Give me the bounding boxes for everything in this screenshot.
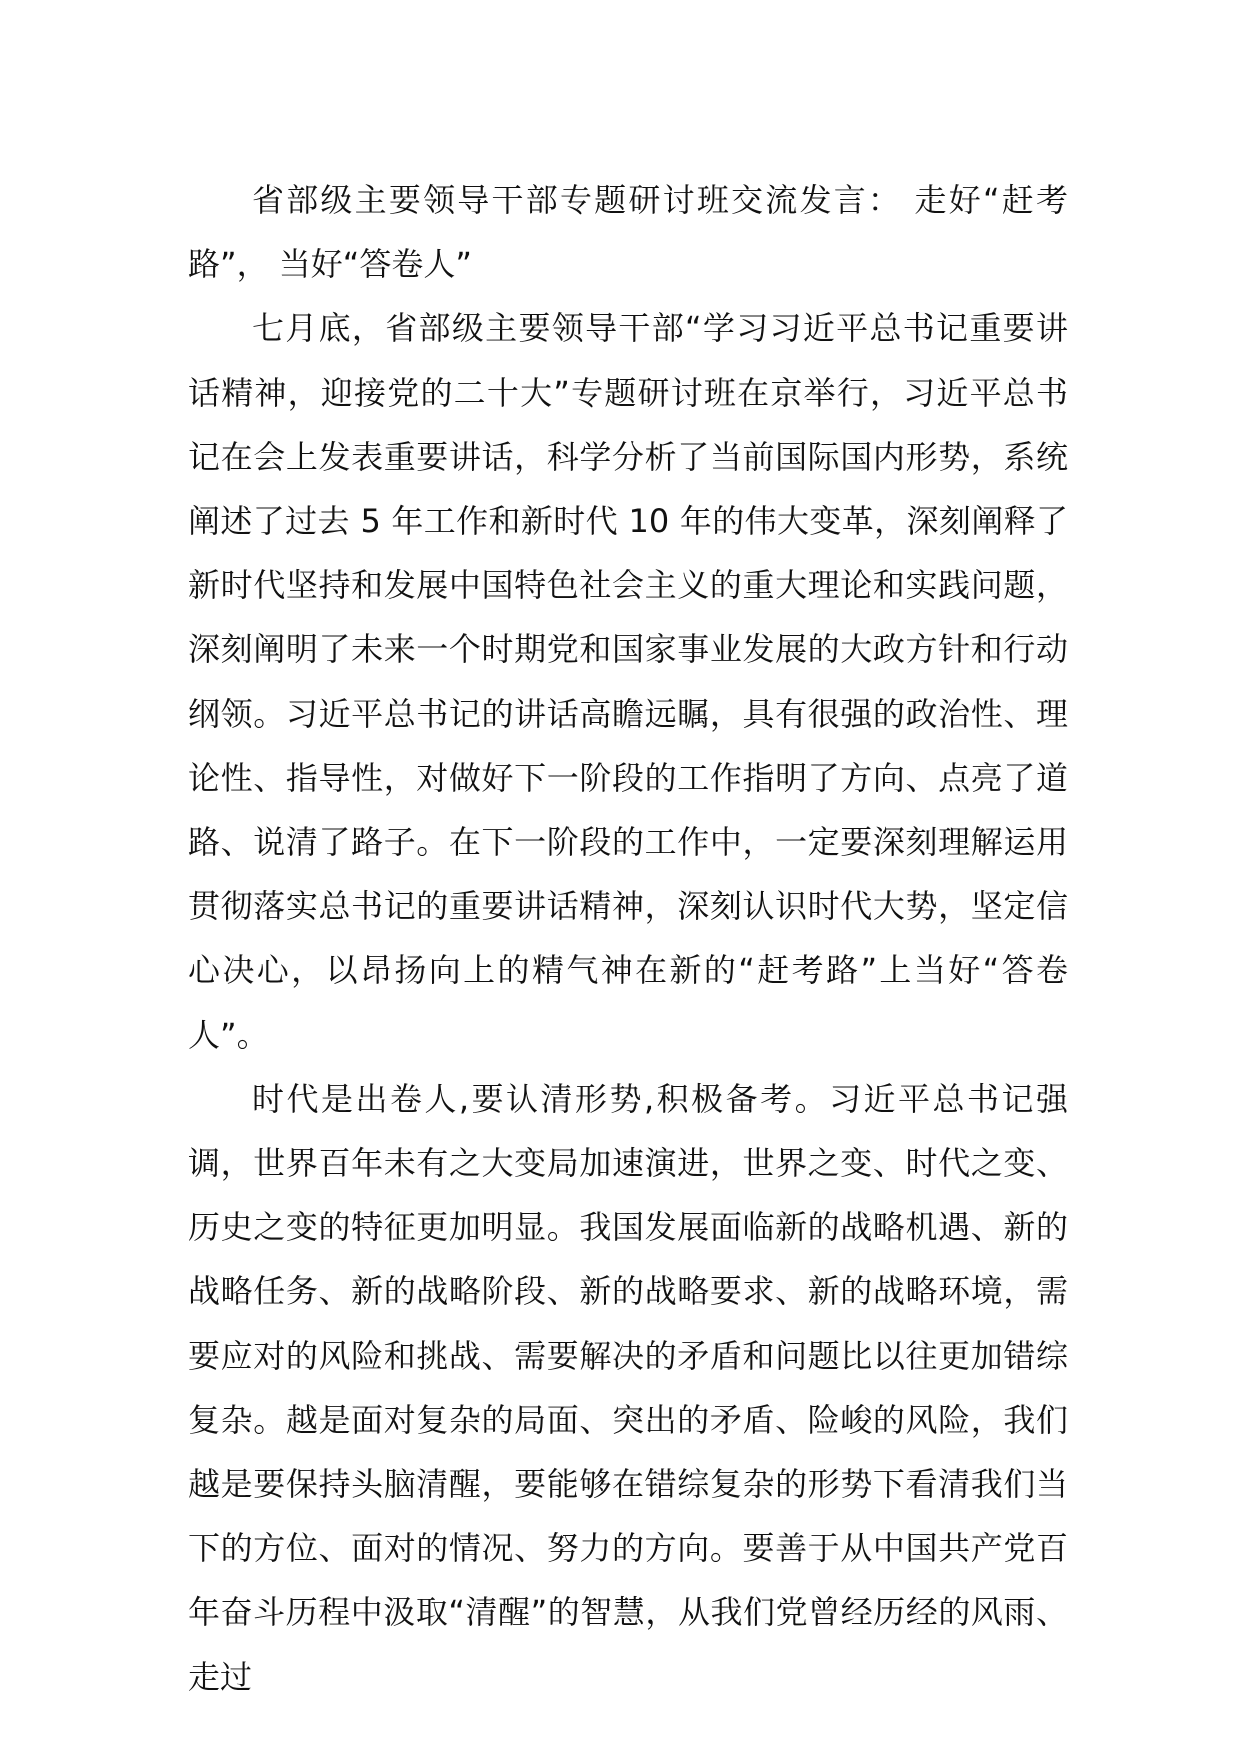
document-title: 省部级主要领导干部专题研讨班交流发言： 走好“赶考路”， 当好“答卷人”: [188, 181, 1068, 284]
document-body: [188, 168, 1068, 1709]
paragraph-1: 七月底，省部级主要领导干部“学习习近平总书记重要讲话精神，迎接党的二十大”专题研讨班在京举行，习近平总书记在会上发表重要讲话，科学分析了当前国际国内形势，系统阐述了过去 5 年工作和新时代 10 年的伟大变革，深刻阐释了新时代坚持和发展中国特色社会主义的重大理论和实践问题，深刻阐明了未来一个时期党和国家事业发展的大政方针和行动纲领。习近平总书记的讲话高瞻远瞩，具有很强的政治性、理论性、指导性，对做好下一阶段的工作指明了方向、点亮了道路、说清了路子。在下一阶段的工作中，一定要深刻理解运用贯彻落实总书记的重要讲话精神，深刻认识时代大势，坚定信心决心，以昂扬向上的精气神在新的“赶考路”上当好“答卷人”。: [188, 309, 1068, 1054]
paragraph-2: 时代是出卷人,要认清形势,积极备考。习近平总书记强调，世界百年未有之大变局加速演进，世界之变、时代之变、历史之变的特征更加明显。我国发展面临新的战略机遇、新的战略任务、新的战略阶段、新的战略要求、新的战略环境，需要应对的风险和挑战、需要解决的矛盾和问题比以往更加错综复杂。越是面对复杂的局面、突出的矛盾、险峻的风险，我们越是要保持头脑清醒，要能够在错综复杂的形势下看清我们当下的方位、面对的情况、努力的方向。要善于从中国共产党百年奋斗历程中汲取“清醒”的智慧，从我们党曾经历经的风雨、走过: [188, 1079, 1068, 1696]
